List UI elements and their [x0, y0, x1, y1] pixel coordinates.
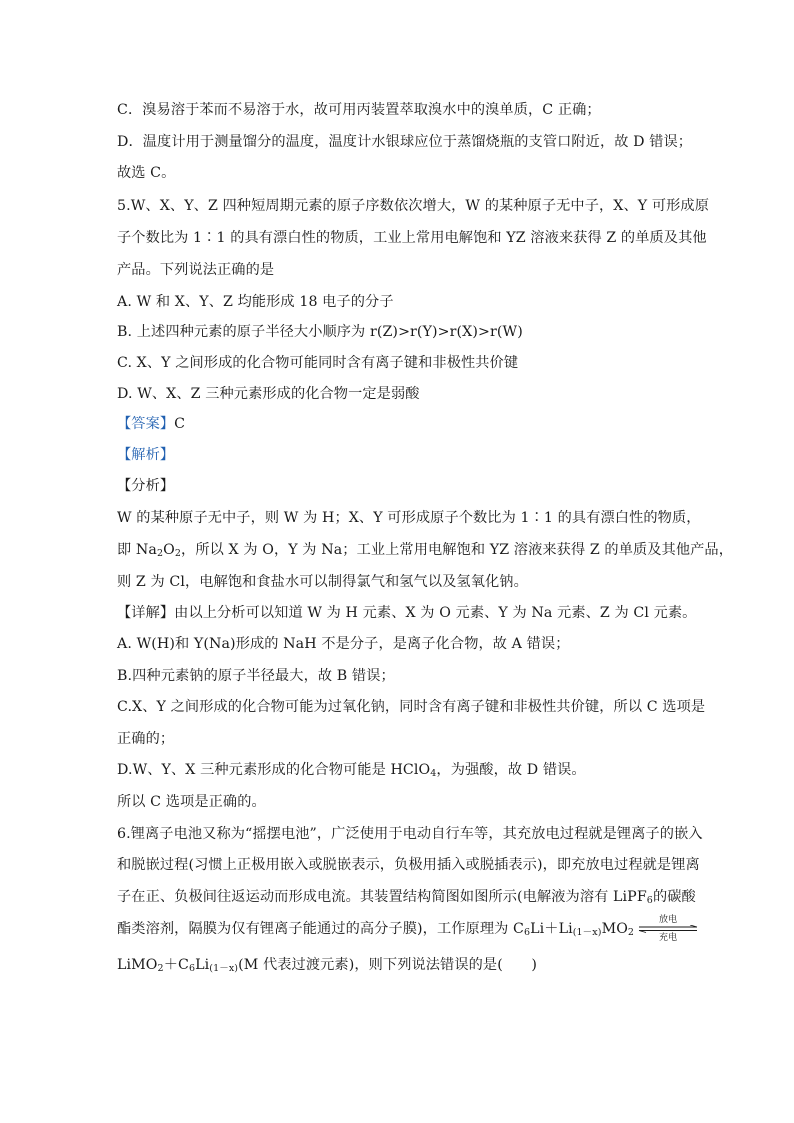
answer-line: [117, 414, 185, 434]
detail-line: 【详解】由以上分析可以知道 W 为 H 元素、X 为 O 元素、Y 为 Na 元素、Z 为 Cl 元素。: [117, 605, 697, 621]
detail-tag: 【详解】: [117, 605, 175, 621]
detail-d: D.W、Y、X 三种元素形成的化合物可能是 HClO$_4$，为强酸，故 D 错误。: [117, 762, 586, 779]
question-6-stem: 和脱嵌过程(习惯上正极用嵌入或脱嵌表示，负极用插入或脱插表示)，即充放电过程就是锂离: [117, 857, 700, 873]
option-d: D. W、X、Z 三种元素形成的化合物一定是弱酸: [117, 386, 420, 402]
text-line: D．温度计用于测量馏分的温度，温度计水银球应位于蒸馏烧瓶的支管口附近，故 D 错误；: [117, 134, 693, 150]
option-c: C. X、Y 之间形成的化合物可能同时含有离子键和非极性共价键: [117, 355, 519, 371]
answer-value: C: [174, 416, 186, 432]
fenxi-tag: 【分析】: [117, 478, 175, 494]
answer-tag: 【答案】: [117, 416, 175, 432]
detail-c: 正确的；: [117, 731, 175, 747]
question-6-stem: 酯类溶剂，隔膜为仅有锂离子能通过的高分子膜)，工作原理为 $C_6Li+Li_{(1-x)}MO_2$ 放电 充电: [117, 919, 698, 939]
question-6-stem: 子在正、负极间往返运动而形成电流。其装置结构简图如图所示(电解液为溶有 LiPF$_6$的碳酸: [117, 889, 696, 906]
question-5-stem: 5.W、X、Y、Z 四种短周期元素的原子序数依次增大，W 的某种原子无中子，X、Y 可形成原: [117, 198, 709, 214]
question-5-stem: 子个数比为 1∶1 的具有漂白性的物质，工业上常用电解饱和 YZ 溶液来获得 Z 的单质及其他: [117, 230, 707, 246]
charge-label: 充电: [658, 933, 678, 943]
question-6-stem: 6.锂离子电池又称为“摇摆电池”，广泛使用于电动自行车等，其充放电过程就是锂离子的嵌入: [117, 826, 703, 842]
text-line: C．溴易溶于苯而不易溶于水，故可用丙装置萃取溴水中的溴单质，C 正确；: [117, 102, 601, 118]
detail-c: C.X、Y 之间形成的化合物可能为过氧化钠，同时含有离子键和非极性共价键，所以 C 选项是: [117, 699, 706, 715]
discharge-label: 放电: [658, 915, 678, 925]
option-b: B. 上述四种元素的原子半径大小顺序为 r(Z)>r(Y)>r(X)>r(W): [117, 324, 523, 340]
question-5-stem: 产品。下列说法正确的是: [117, 262, 275, 278]
analysis-text: 即 $Na_2O_2$，所以 X 为 O，Y 为 Na；工业上常用电解饱和 YZ 溶液来获得 Z 的单质及其他产品，: [117, 542, 733, 559]
equilibrium-arrow-icon: [638, 915, 698, 943]
option-a: A. W 和 X、Y、Z 均能形成 18 电子的分子: [117, 294, 394, 310]
analysis-tag: 【解析】: [117, 447, 175, 463]
text-line: 故选 C。: [117, 165, 176, 181]
analysis-text: 则 Z 为 Cl，电解饱和食盐水可以制得氯气和氢气以及氢氧化钠。: [117, 574, 528, 590]
detail-b: B.四种元素钠的原子半径最大，故 B 错误；: [117, 668, 395, 684]
question-6-stem: $LiMO_2+C_6Li_{(1-x)}(M$ 代表过渡元素)，则下列说法错误的是( ): [117, 957, 538, 974]
analysis-text: W 的某种原子无中子，则 W 为 H；X、Y 可形成原子个数比为 1∶1 的具有漂白性的物质，: [117, 510, 701, 526]
conclusion: 所以 C 选项是正确的。: [117, 794, 266, 810]
detail-a: A. W(H)和 Y(Na)形成的 NaH 不是分子，是离子化合物，故 A 错误；: [117, 636, 570, 652]
